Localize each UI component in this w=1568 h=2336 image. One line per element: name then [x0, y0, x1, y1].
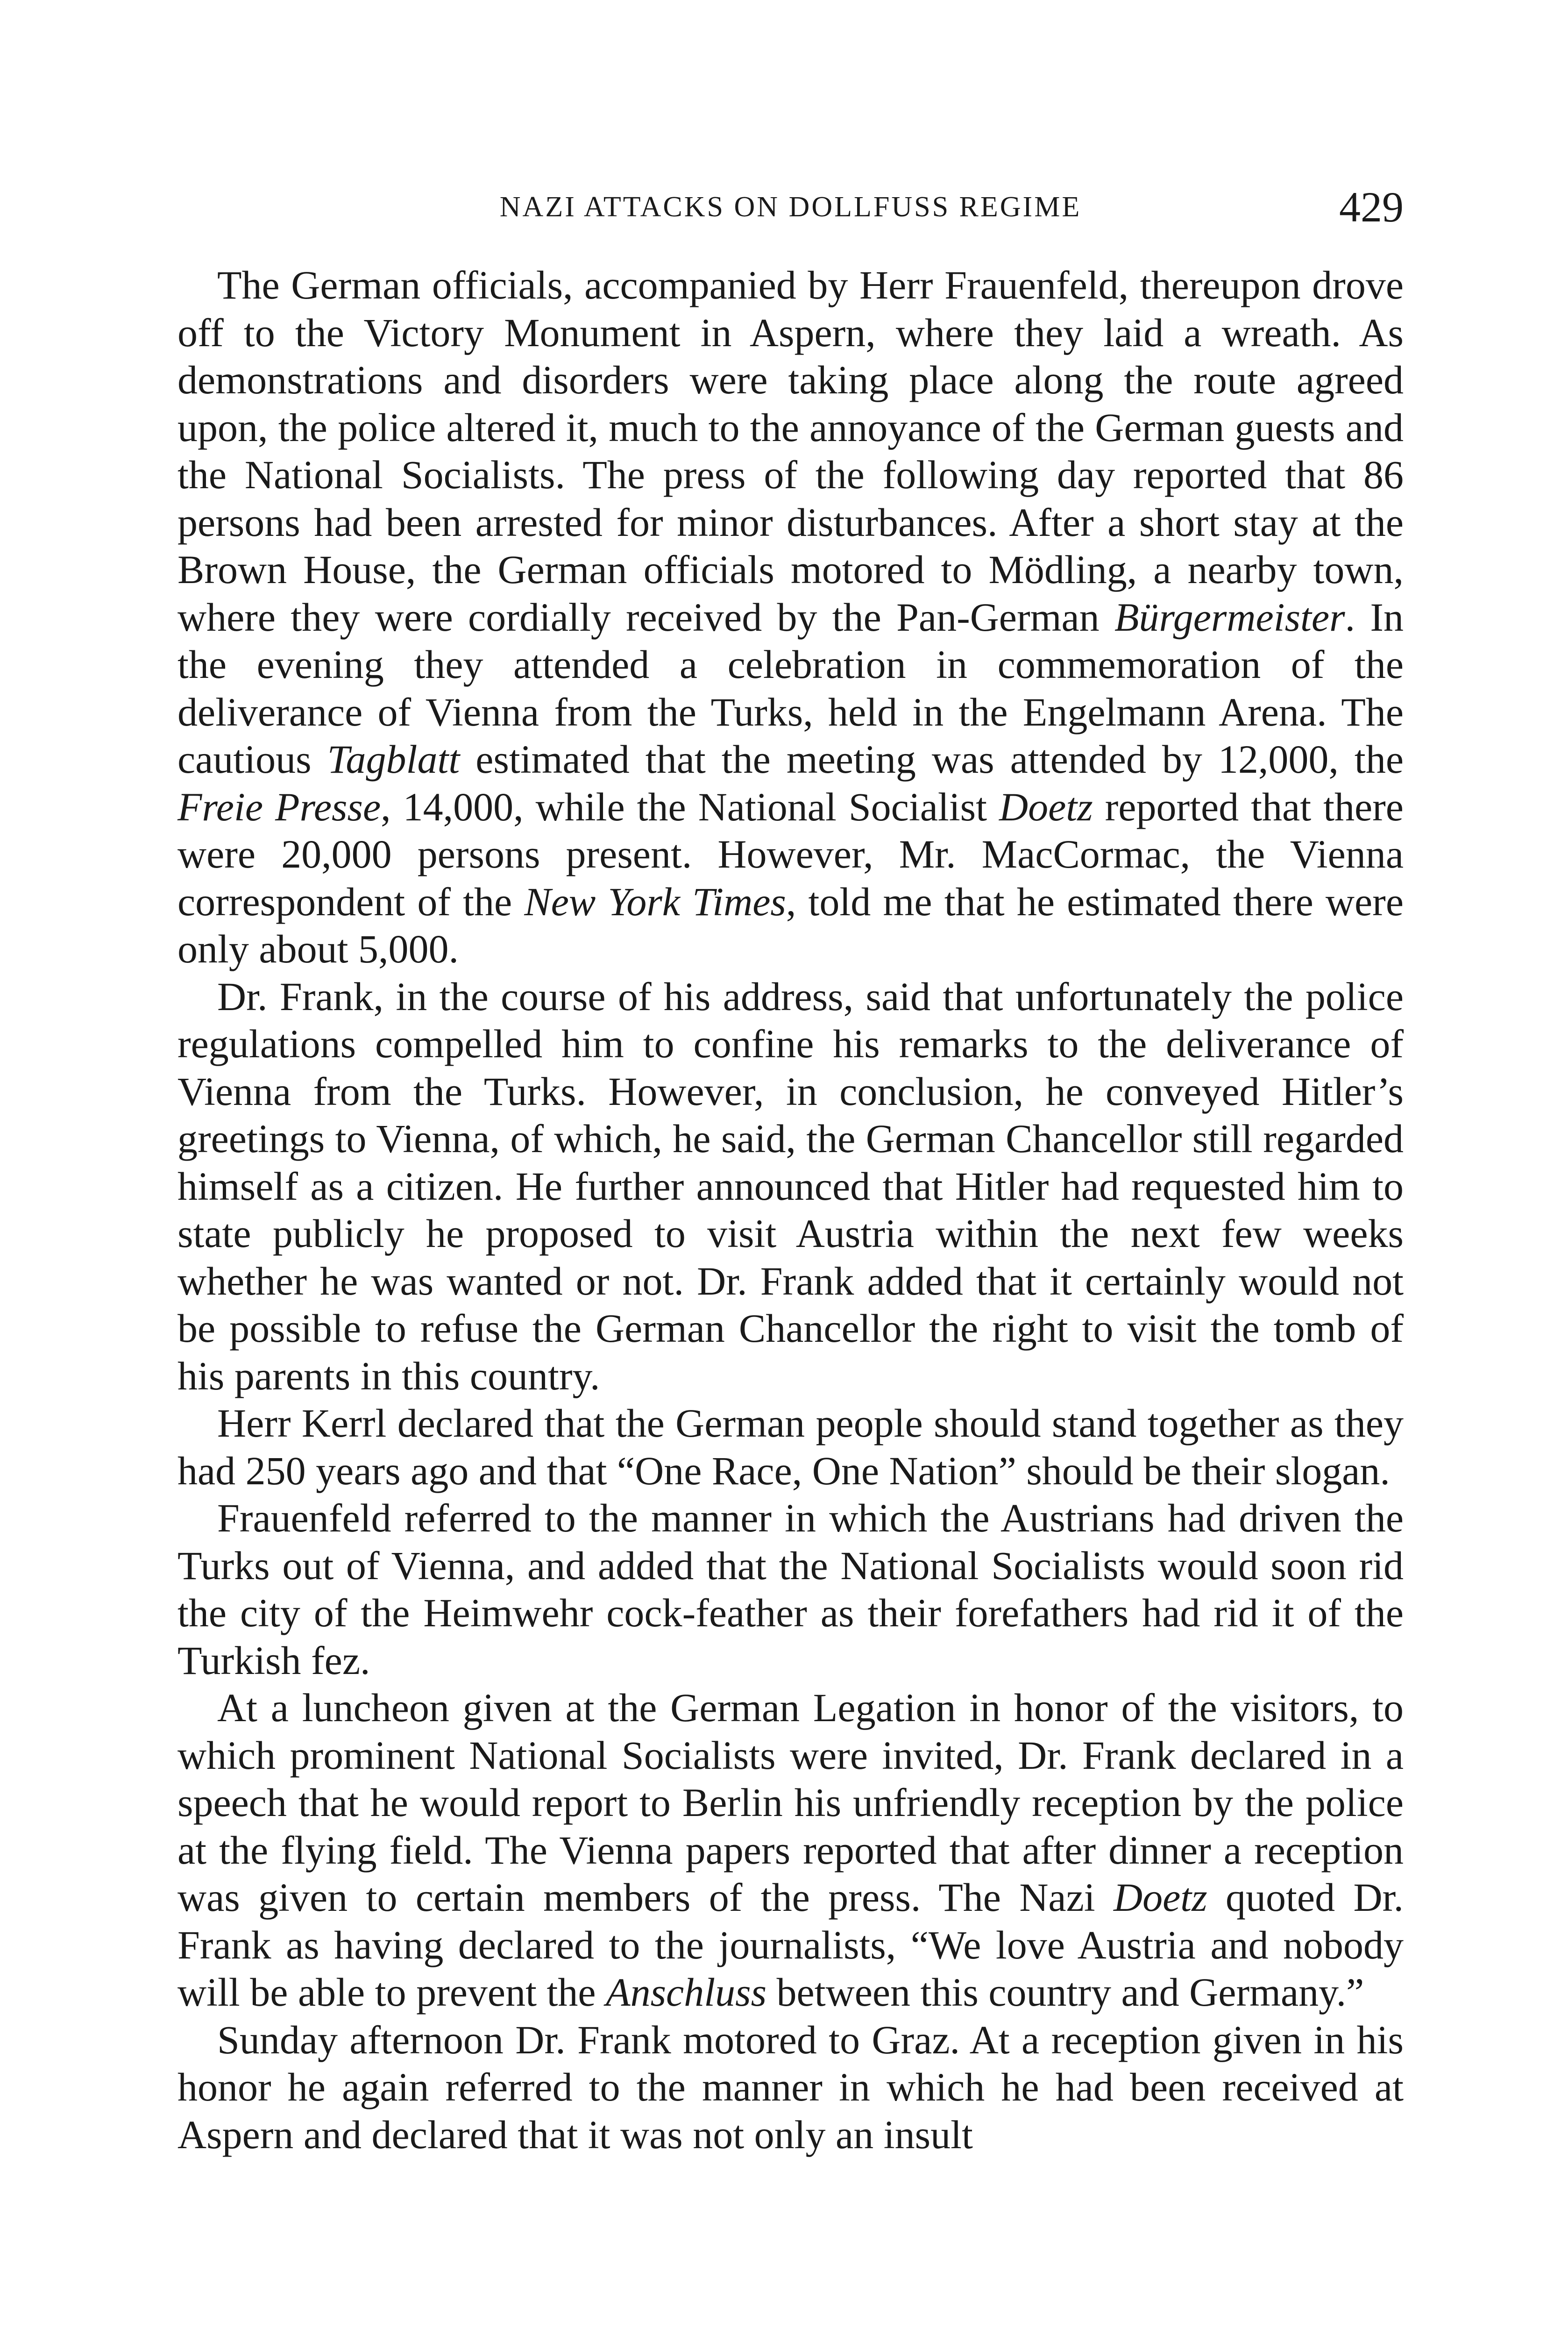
paragraph [177, 1684, 1404, 2016]
text-run: reported that there were 20,000 persons present. However, Mr. MacCormac, the Vienna correspondent of the [177, 784, 1404, 924]
text-run: between this country and Germany.” [766, 1970, 1364, 2015]
text-run: . In the evening they attended a celebration in commemoration of the deliverance of Vienna from the Turks, held in the Engelmann Arena. The cautious [177, 594, 1404, 782]
italic-text-run: Freie Presse [177, 784, 381, 829]
text-run: quoted Dr. Frank as having declared to the journalists, “We love Austria and nobody will be able to prevent the [177, 1875, 1404, 2015]
text-run: , 14,000, while the National Socialist [381, 784, 1000, 829]
paragraph [177, 2016, 1404, 2159]
text-run: The German officials, accompanied by Herr Frauenfeld, thereupon drove off to the Victory Monument in Aspern, where they laid a wreath. As demonstrations and disorders were taking place along the route agreed upon, the police altered it, much to the annoyance of the German guests and the National Socialists. The press of the following day reported that 86 persons had been arrested for minor disturbances. After a short stay at the Brown House, the German officials motored to Mödling, a nearby town, where they were cordially received by the Pan-German [177, 263, 1404, 640]
paragraph [177, 262, 1404, 973]
italic-text-run: Tagblatt [327, 737, 460, 782]
italic-text-run: Doetz [999, 784, 1093, 829]
text-run: Frauenfeld referred to the manner in which the Austrians had driven the Turks out of Vienna, and added that the National Socialists would soon rid the city of the Heimwehr cock-feather as their forefathers had rid it of the Turkish fez. [177, 1496, 1404, 1683]
page-header [177, 182, 1404, 234]
paragraph [177, 1400, 1404, 1495]
italic-text-run: New York Times [524, 879, 786, 924]
text-run: Sunday afternoon Dr. Frank motored to Graz. At a reception given in his honor he again referred to the manner in which he had been received at Aspern and declared that it was not only an insult [177, 2017, 1404, 2157]
italic-text-run: Doetz [1114, 1875, 1207, 1920]
italic-text-run: Anschluss [606, 1970, 767, 2015]
text-run: Herr Kerrl declared that the German people should stand together as they had 250 years ago and that “One Race, One Nation” should be their slogan. [177, 1401, 1404, 1493]
text-run: , told me that he estimated there were only about 5,000. [177, 879, 1404, 971]
page-number: 429 [1339, 183, 1404, 231]
text-run: estimated that the meeting was attended by 12,000, the [460, 737, 1404, 782]
paragraph [177, 1495, 1404, 1684]
running-head: NAZI ATTACKS ON DOLLFUSS REGIME [499, 191, 1082, 223]
italic-text-run: Bürgermeister [1114, 594, 1345, 640]
text-run: Dr. Frank, in the course of his address, said that unfortunately the police regulations compelled him to confine his remarks to the deliverance of Vienna from the Turks. However, in conclusion, he conveyed Hitler’s greetings to Vienna, of which, he said, the German Chancellor still regarded himself as a citizen. He further announced that Hitler had requested him to state publicly he proposed to visit Austria within the next few weeks whether he was wanted or not. Dr. Frank added that it certainly would not be possible to refuse the German Chancellor the right to visit the tomb of his parents in this country. [177, 974, 1404, 1398]
body-text [177, 262, 1404, 2158]
paragraph [177, 973, 1404, 1400]
text-run: At a luncheon given at the German Legation in honor of the visitors, to which prominent National Socialists were invited, Dr. Frank declared in a speech that he would report to Berlin his unfriendly reception by the police at the flying field. The Vienna papers reported that after dinner a reception was given to certain members of the press. The Nazi [177, 1685, 1404, 1920]
